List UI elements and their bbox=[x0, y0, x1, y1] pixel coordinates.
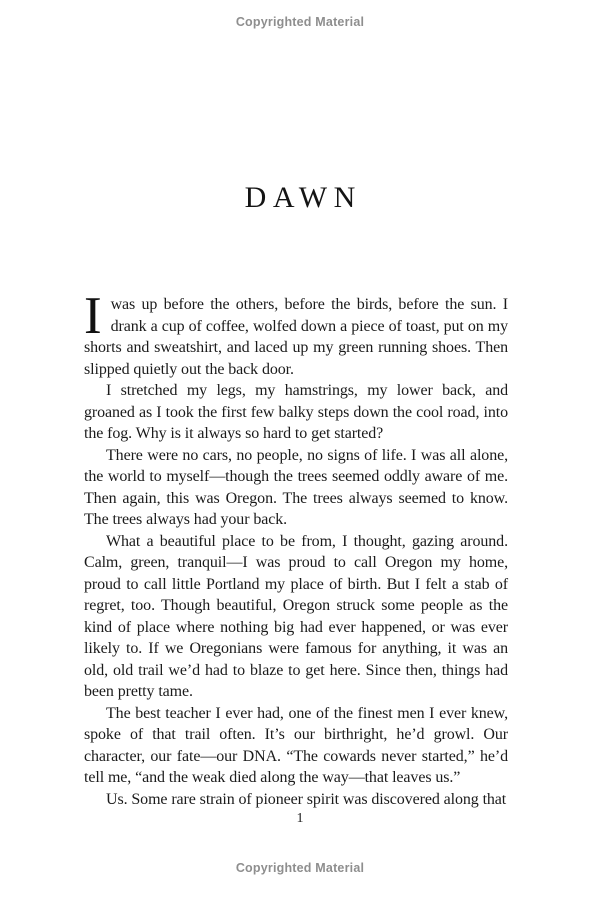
chapter-title: DAWN bbox=[244, 181, 362, 214]
page-number: 1 bbox=[296, 811, 304, 826]
copyright-notice-top: Copyrighted Material bbox=[235, 15, 365, 29]
copyright-notice-bottom: Copyrighted Material bbox=[235, 861, 365, 875]
paragraph: Us. Some rare strain of pioneer spirit was discovered along that bbox=[106, 790, 507, 808]
drop-cap: I bbox=[84, 287, 102, 345]
body-text bbox=[84, 287, 508, 810]
paragraph: Iwas up before the others, before the birds, before the sun. I drank a cup of coffee, wolfed down a piece of toast, put on my shorts and sweatshirt, and laced up my green running shoes. Then slipped quietly out the back door. bbox=[84, 287, 508, 378]
paragraph: What a beautiful place to be from, I thought, gazing around. Calm, green, tranquil—I was proud to call Oregon my home, proud to call little Portland my place of birth. But I felt a stab of regret, too. Though beautiful, Oregon struck some people as the kind of place where nothing big had ever happened, or was ever likely to. If we Oregonians were famous for anything, it was an old, old trail we’d had to blaze to get here. Since then, things had been pretty tame. bbox=[84, 532, 508, 700]
paragraph: There were no cars, no people, no signs of life. I was all alone, the world to myself—though the trees seemed oddly aware of me. Then again, this was Oregon. The trees always seemed to know. The trees always had your back. bbox=[84, 446, 508, 528]
paragraph: I stretched my legs, my hamstrings, my lower back, and groaned as I took the first few balky steps down the cool road, into the fog. Why is it always so hard to get started? bbox=[84, 382, 508, 442]
paragraph: The best teacher I ever had, one of the finest men I ever knew, spoke of that trail often. It’s our birthright, he’d growl. Our character, our fate—our DNA. “The cowards never started,” he’d tell me, “and the weak died along the way—that leaves us.” bbox=[84, 704, 508, 786]
